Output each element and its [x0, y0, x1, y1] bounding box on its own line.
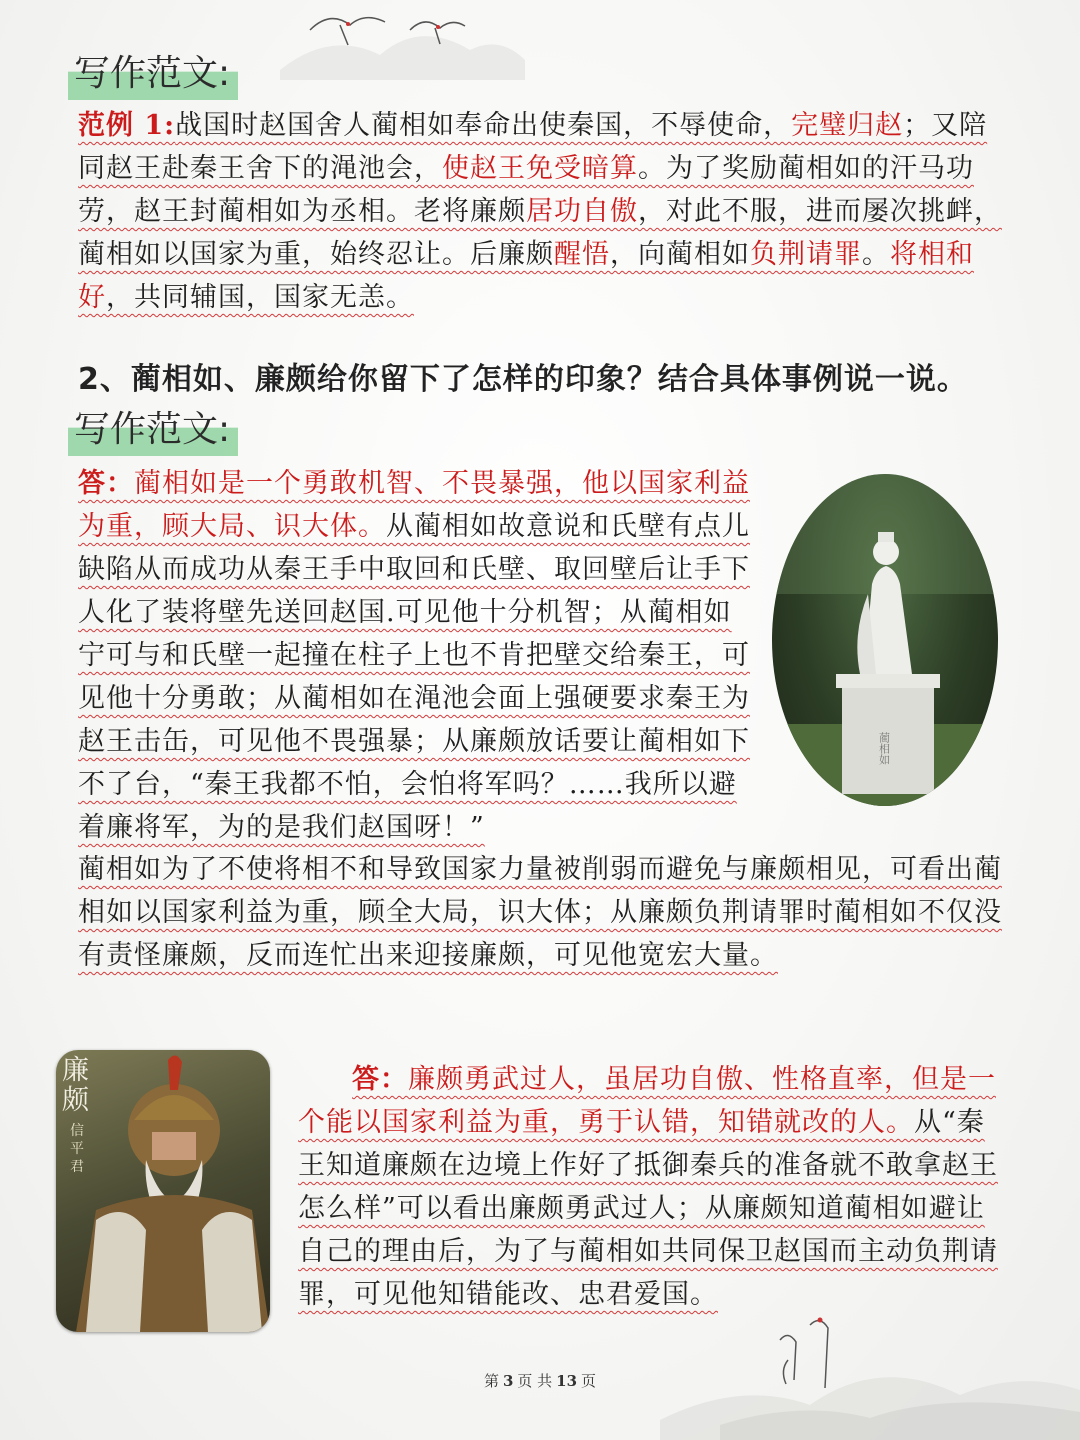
- example-1-paragraph: [78, 104, 1006, 319]
- answer-label: 答：: [78, 468, 134, 499]
- example-text: 。为了奖励蔺相如的汗马功劳，赵王封蔺相如为丞相。老将廉颇: [78, 153, 974, 227]
- example-label: 范例 1:: [78, 110, 176, 141]
- portrait-sub-label: 信平君: [70, 1123, 84, 1175]
- footer-text: 第: [483, 1372, 499, 1390]
- page-footer: [0, 1370, 1080, 1391]
- answer-text: 蔺相如为了不使将相不和导致国家力量被削弱而避免与廉颇相见，可看出蔺相如以国家利益为重，顾全大局，识大体；从廉颇负荆请罪时蔺相如不仅没有责怪廉颇，反而连忙出来迎接廉颇，可见他宽宏大量。: [78, 854, 1002, 971]
- answer-label: 答：: [352, 1064, 408, 1095]
- example-text: ，共同辅国，国家无恙。: [106, 282, 414, 313]
- example-text: 。: [862, 239, 890, 270]
- highlight-phrase: 负荆请罪: [750, 239, 862, 270]
- answer-text: 从蔺相如故意说和氏壁有点儿缺陷从而成功从秦王手中取回和氏壁、取回壁后让手下人化了装将壁先送回赵国.可见他十分机智；从蔺相如宁可与和氏壁一起撞在柱子上也不肯把壁交给秦王，可见他十分勇敢；从蔺相如在渑池会面上强硬要求秦王为赵王击缶，可见他不畏强暴；从廉颇放话要让蔺相如下不了台，“秦王我都不怕，会怕将军吗？……我所以避着廉将军，为的是我们赵国呀！”: [78, 511, 750, 843]
- section-tag-writing-example: 写作范文:: [68, 48, 238, 100]
- highlight-phrase: 蔺相如是一个勇敢机智、不畏暴强，他以国家利益为重，顾大局、识大体。: [78, 468, 750, 542]
- lian-po-portrait: [56, 1050, 270, 1332]
- answer-text: 从“秦王知道廉颇在边境上作好了抵御秦兵的准备就不敢拿赵王怎么样”可以看出廉颇勇武过人；从廉颇知道蔺相如避让自己的理由后，为了与蔺相如共同保卫赵国而主动负荆请罪，可见他知错能改、忠君爱国。: [298, 1107, 998, 1310]
- statue-plaque-text: 蔺相如: [877, 732, 891, 765]
- footer-text: 页 共: [517, 1372, 553, 1390]
- example-text: ；又陪同赵王赴秦王舍下的渑池会，: [78, 110, 988, 184]
- section-tag-writing-example-2: 写作范文:: [68, 404, 238, 456]
- question-2: 2、蔺相如、廉颇给你留下了怎样的印象？结合具体事例说一说。: [78, 362, 968, 397]
- statue-image: [772, 474, 998, 806]
- example-text: 战国时赵国舍人蔺相如奉命出使秦国，不辱使命，: [175, 110, 792, 141]
- highlight-phrase: 使赵王免受暗算: [442, 153, 638, 184]
- highlight-phrase: 廉颇勇武过人，虽居功自傲、性格直率，但是一个能以国家利益为重，勇于认错，知错就改的人。: [298, 1064, 996, 1138]
- highlight-phrase: 醒悟: [554, 239, 610, 270]
- example-text: ，向蔺相如: [610, 239, 750, 270]
- answer-1-continuation: [78, 848, 1006, 977]
- total-page-number: 13: [556, 1372, 578, 1390]
- highlight-phrase: 将相和好: [78, 239, 974, 313]
- example-text: ，对此不服，进而屡次挑衅，蔺相如以国家为重，始终忍让。后廉颇: [78, 196, 1002, 270]
- portrait-name-label: 廉颇: [62, 1055, 89, 1116]
- highlight-phrase: 居功自傲: [526, 196, 638, 227]
- answer-2-paragraph: [298, 1058, 1004, 1316]
- crane-decoration-top: [270, 0, 530, 80]
- highlight-phrase: 完璧归赵: [791, 110, 904, 141]
- footer-text: 页: [581, 1372, 597, 1390]
- answer-1-paragraph: [78, 462, 754, 849]
- current-page-number: 3: [502, 1372, 514, 1390]
